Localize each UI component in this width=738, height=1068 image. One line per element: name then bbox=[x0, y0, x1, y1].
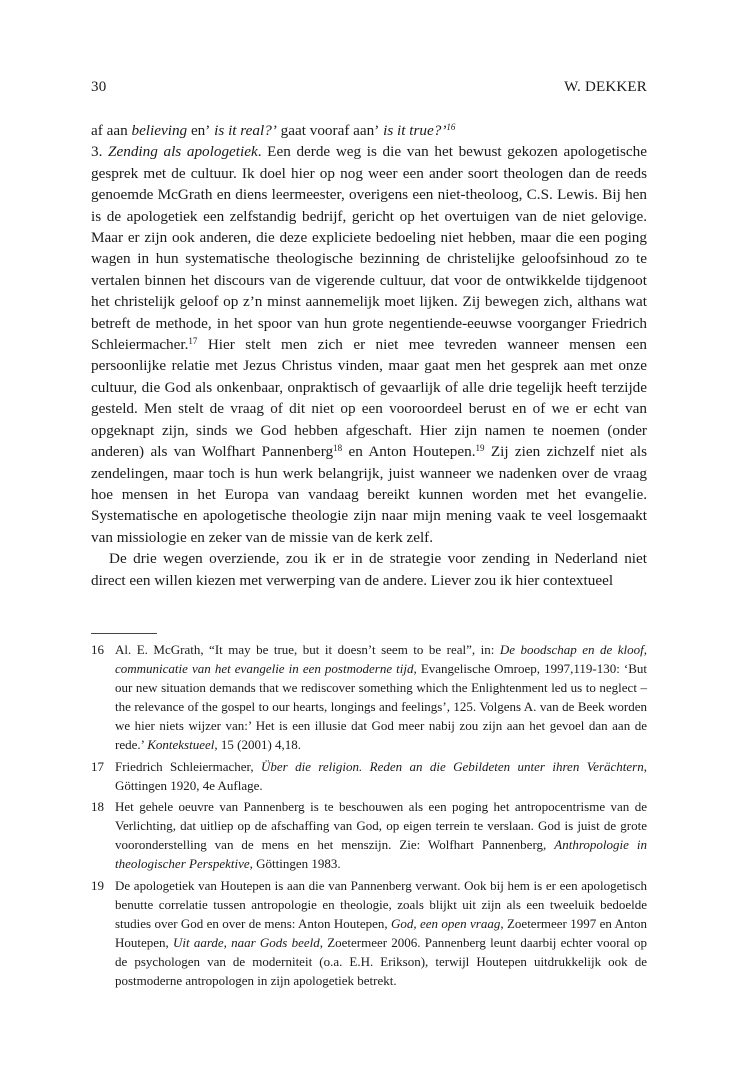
body-text bbox=[91, 120, 647, 591]
section-heading-italic: Zending als apologetiek bbox=[108, 143, 258, 161]
footnote-ref-16: 16 bbox=[446, 122, 456, 132]
italic-run: is it true?’ bbox=[379, 122, 447, 139]
italic-run: believing bbox=[131, 122, 188, 139]
italic-run: Uit aarde, naar Gods beeld bbox=[173, 934, 320, 950]
page-number: 30 bbox=[91, 79, 107, 95]
footnote-ref-18: 18 bbox=[333, 443, 343, 454]
footnote-number: 18 bbox=[91, 799, 104, 814]
footnote-number: 17 bbox=[91, 758, 104, 774]
paragraph-2 bbox=[91, 141, 647, 548]
text-run: en Anton Houtepen. bbox=[342, 443, 476, 461]
text-run: Hier stelt men zich er niet mee tevreden wanneer mensen een persoonlijke relatie met Jezus Christus vinden, maar gaat men het gesprek aan met onze cultuur, die God als onkenbaar, onpraktisch of gevaarlijk of alle drie tegelijk heeft terzijde gesteld. Men stelt de vraag of dit niet op een vooroordeel berust en of we er echt van opgeknapt zijn, sinds we God hebben afgeschaft. Hier zijn namen te noemen (onder anderen) als van Wolfhart Pannenberg bbox=[91, 336, 647, 461]
paragraph-1 bbox=[91, 120, 647, 141]
footnote-number: 16 bbox=[91, 642, 104, 657]
footnote-18 bbox=[91, 797, 647, 873]
italic-run: is it real?’ bbox=[210, 122, 277, 139]
footnote-text bbox=[115, 876, 647, 990]
text-run: De apologetiek van Houtepen is aan die van Pannenberg verwant. Ook bij hem is er een apologetisch benutte correlatie tussen antropologie en theologie, zoals blijkt uit zijn als een tweeluik bedoelde studies over God en over de mens: Anton Houtepen, bbox=[115, 877, 647, 931]
running-head-author: W. DEKKER bbox=[564, 79, 647, 95]
text-run: , Göttingen 1983. bbox=[249, 856, 341, 871]
paragraph-3: De drie wegen overziende, zou ik er in de strategie voor zending in Nederland niet direct een willen kiezen met verwerping van de andere. Liever zou ik hier contextueel bbox=[91, 550, 647, 589]
text-run: , Zoetermeer 2006. Pannenberg leunt daarbij echter vooral op de psychologen van de moderniteit (o.a. E.H. Erikson), terwijl Houtepen uitdrukkelijk ook de postmoderne antropologen in zijn apologetiek betrekt. bbox=[115, 934, 648, 988]
text-run: af aan bbox=[91, 122, 132, 139]
footnote-17 bbox=[91, 757, 647, 795]
footnote-ref-19: 19 bbox=[475, 443, 485, 454]
text-run: Friedrich Schleiermacher, bbox=[115, 758, 261, 774]
footnote-text bbox=[115, 640, 647, 754]
footnote-19 bbox=[91, 876, 647, 990]
footnote-ref-17: 17 bbox=[188, 336, 198, 347]
text-run: , 15 (2001) 4,18. bbox=[214, 737, 302, 752]
italic-run: Anthropologie in theologischer Perspektive bbox=[115, 837, 647, 871]
footnote-text bbox=[115, 757, 647, 795]
italic-run: De boodschap en de kloof, communicatie van het evangelie in een postmoderne tijd bbox=[115, 642, 647, 676]
text-run: 3. bbox=[91, 143, 109, 161]
text-run: , Evangelische Omroep, 1997,119-130: ‘But our new situation demands that we rediscover something which the Enlightenment led us to neglect – the relevance of the gospel to our hearts, longings and feelings’, 125. Volgens A. van de Beek worden we hier niets wijzer van:’ Het is een illusie dat God meer nabij zou zijn aan het gevoel dan aan de rede.’ bbox=[115, 661, 647, 752]
italic-run: Kontekstueel bbox=[147, 737, 215, 752]
text-run: . Een derde weg is die van het bewust gekozen apologetische gesprek met de cultuur. Ik doel hier op nog weer een ander soort theologen dan de reeds genoemde McGrath en diens leermeester, overigens een niet-theoloog, C.S. Lewis. Bij hen is de apologetiek een zelfstandig bedrijf, gericht op het overtuigen van de niet gelovige. Maar er zijn ook anderen, die deze expliciete bedoeling niet hebben, maar die een poging wagen in hun systematische theologische bezinning de christelijke geloofsinhoud zo te vertalen binnen het discours van de vigerende cultuur, dat voor de ontwikkelde tijdgenoot het christelijk geloof op z’n minst aannemelijk moet lijken. Zij bewegen zich, althans wat betreft de methode, in het spoor van hun grote negentiende-eeuwse voorganger Friedrich Schleiermacher. bbox=[91, 143, 648, 354]
running-header bbox=[91, 79, 647, 96]
italic-run: Über die religion. Reden an die Gebildeten unter ihren Verächtern bbox=[260, 758, 644, 774]
text-run: Zij zien zichzelf niet als zendelingen, maar toch is hun werk belangrijk, juist wanneer we nadenken over de vraag hoe mensen in het Europa van vandaag bereikt kunnen worden met het evangelie. Systematische en apologetische theologie zijn naar mijn mening vaak te veel losgemaakt van missiologie en zeker van de missie van de kerk zelf. bbox=[91, 443, 648, 546]
footnote-16 bbox=[91, 640, 647, 754]
footnote-separator bbox=[91, 633, 157, 634]
text-run: gaat vooraf aan’ bbox=[276, 122, 380, 139]
text-run: , Zoetermeer 1997 en Anton Houtepen, bbox=[115, 915, 647, 950]
text-run: Al. E. McGrath, “It may be true, but it doesn’t seem to be real”, in: bbox=[115, 642, 500, 657]
footnote-text bbox=[115, 797, 647, 873]
footnote-number: 19 bbox=[91, 877, 104, 893]
italic-run: God, een open vraag bbox=[391, 915, 501, 931]
text-run: en’ bbox=[187, 122, 211, 139]
footnotes bbox=[91, 640, 647, 992]
text-run: Het gehele oeuvre van Pannenberg is te beschouwen als een poging het antropocentrisme van de Verlichting, dat uitliep op de afschaffing van God, op eigen terrein te verslaan. God is juist de grote vooronderstelling van de mens en het menszijn. Zie: Wolfhart Pannenberg, bbox=[115, 799, 647, 852]
text-run: , Göttingen 1920, 4e Auflage. bbox=[115, 758, 647, 793]
